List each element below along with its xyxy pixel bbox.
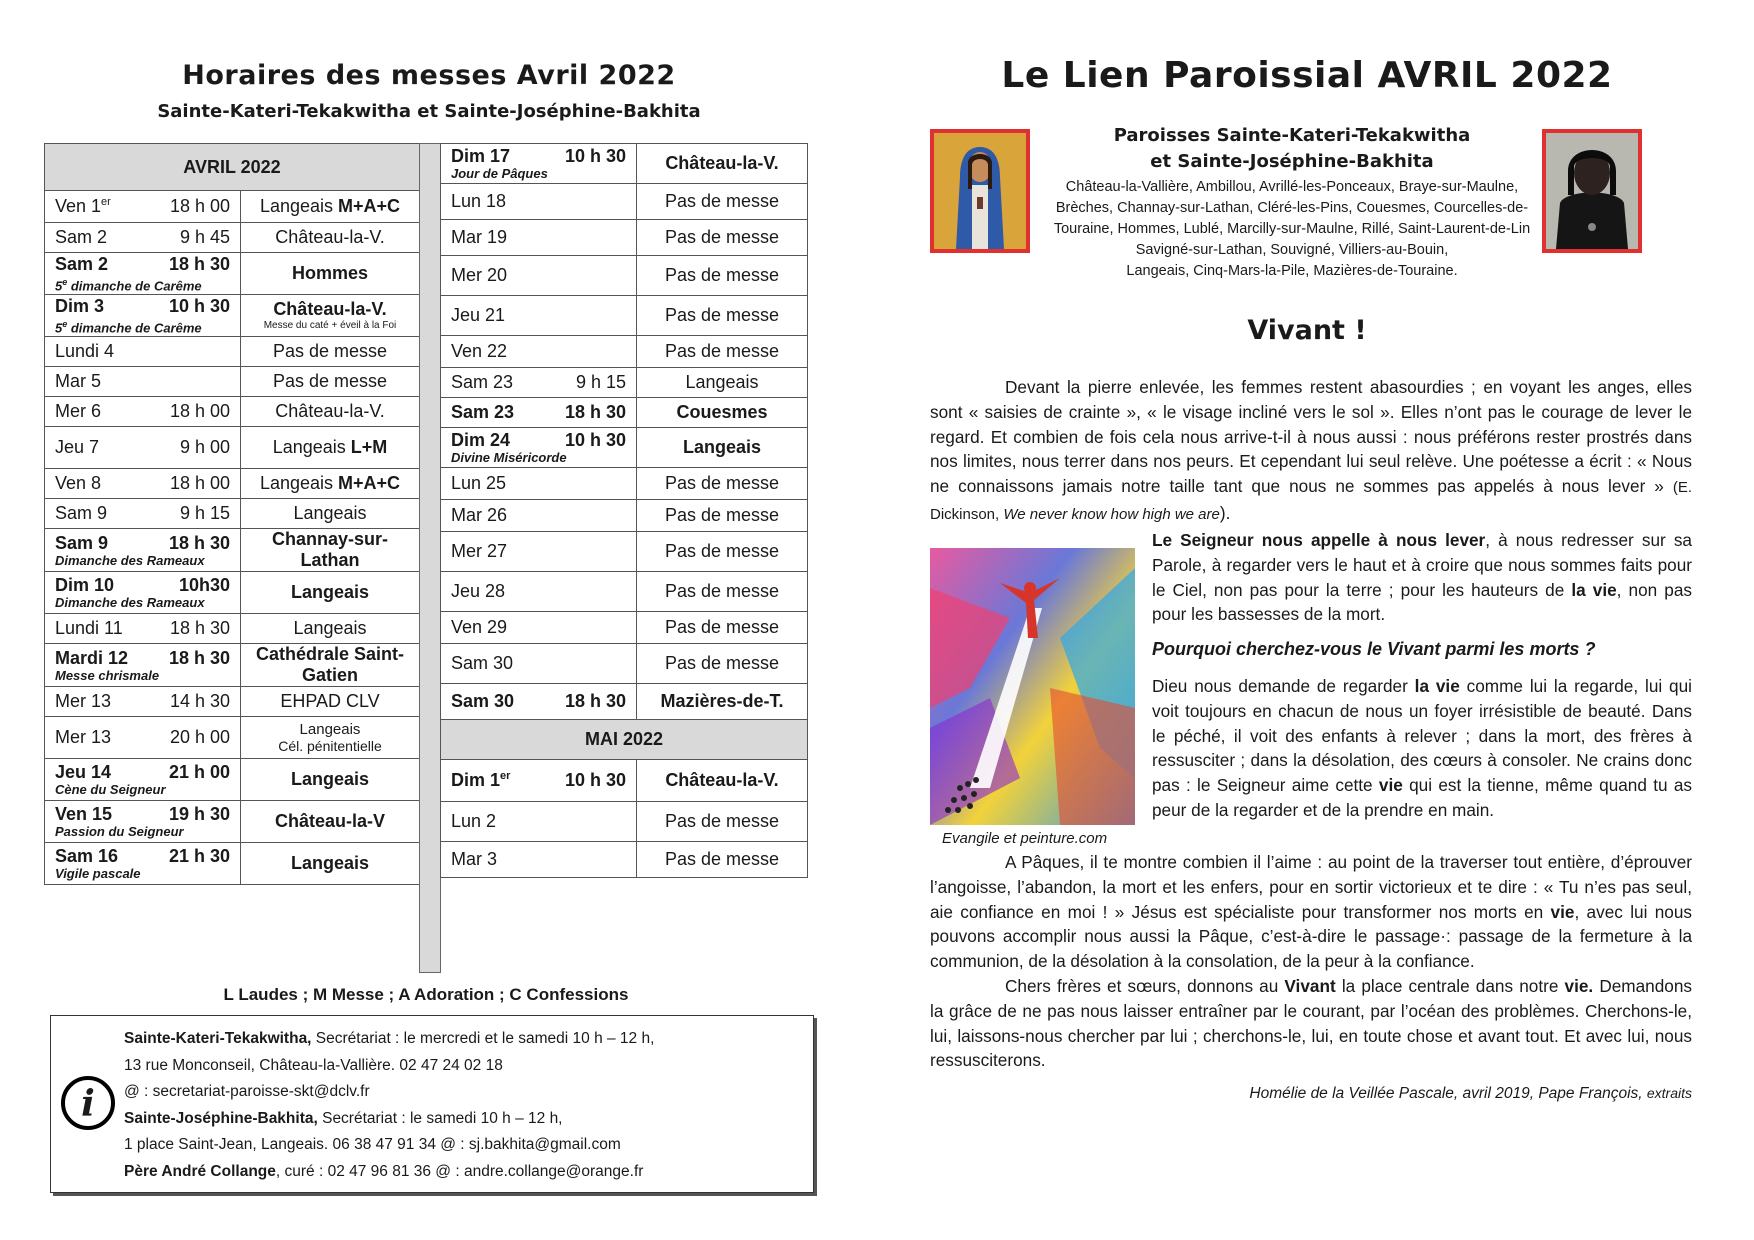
table-header-april: AVRIL 2022 [45, 144, 420, 191]
schedule-row [45, 529, 420, 572]
article-question: Pourquoi cherchez-vous le Vivant parmi les morts ? [1152, 639, 1596, 660]
schedule-date-cell [45, 801, 241, 843]
schedule-row [45, 717, 420, 759]
schedule-date-cell [441, 144, 637, 184]
schedule-services: M+A+C [338, 473, 401, 493]
schedule-row [45, 295, 420, 337]
schedule-time: 9 h 15 [575, 372, 626, 392]
schedule-date-cell [45, 223, 241, 253]
schedule-row [441, 398, 808, 428]
schedule-place-cell [241, 687, 420, 717]
paragraph-text: , avec lui nous pouvons accomplir nous aussi la Pâque, c’est-à-dire le passage·: passage de la fermeture à la communion, de la désolation à la consolation, de la peur à la confiance. [930, 901, 1692, 972]
schedule-date-cell [45, 843, 241, 885]
schedule-place: Langeais [259, 473, 339, 493]
schedule-date-cell [45, 614, 241, 644]
towns-line: Langeais, Cinq-Mars-la-Pile, Mazières-de-Touraine. [1126, 263, 1458, 279]
schedule-day: Jeu 7 [55, 437, 100, 457]
schedule-table-right [440, 143, 808, 878]
saint-kateri-icon-image [930, 129, 1030, 253]
schedule-place-cell [241, 469, 420, 499]
contact-priest-name: Père André Collange [124, 1162, 276, 1180]
schedule-place: Pas de messe [664, 541, 780, 561]
schedule-row [45, 614, 420, 644]
schedule-row [45, 397, 420, 427]
article-lower [930, 850, 1692, 1073]
schedule-place-cell [241, 614, 420, 644]
schedule-date-cell [45, 337, 241, 367]
schedule-place: Pas de messe [664, 265, 780, 285]
newsletter-title: Le Lien Paroissial AVRIL 2022 [1001, 55, 1613, 96]
schedule-place: Château-la-V. [273, 299, 387, 319]
schedule-place-cell [241, 191, 420, 223]
article-side-column [1152, 528, 1692, 823]
schedule-day: Dim 10 [55, 575, 115, 595]
schedule-row [441, 684, 808, 720]
paragraph-text: , non pas pour les bassesses de la mort. [1152, 579, 1692, 625]
schedule-place: Pas de messe [664, 849, 780, 869]
schedule-date-cell [441, 184, 637, 220]
paragraph-text: qui est la tienne, même quand tu as peur de la regarder et de la prendre en main. [1152, 775, 1692, 820]
schedule-place-cell [637, 802, 808, 842]
schedule-row [45, 687, 420, 717]
schedule-day: Mer 27 [451, 541, 508, 561]
table-gap [419, 143, 441, 973]
saint-bakhita-photo [1542, 129, 1642, 253]
ordinal-suffix: er [500, 770, 511, 782]
schedule-place: Cathédrale Saint-Gatien [255, 644, 405, 685]
schedule-place: Langeais [682, 437, 762, 457]
schedule-place-cell [241, 572, 420, 614]
schedule-day: Sam 30 [451, 653, 514, 673]
paragraph-text: Demandons la grâce de ne pas nous laisser entraîner par le courant, par l’océan des problèmes. Cherchons-le, lui, laissons-nous chercher par lui ; cherchons-le, lui, en toute chose et avant tout. Et avec lui, nous ressusciterons. [930, 975, 1692, 1071]
schedule-place: Château-la-V [274, 811, 386, 831]
emphasis: Le Seigneur nous appelle à nous lever [1152, 530, 1486, 550]
liturgical-note: 5e dimanche de Carême [55, 276, 202, 294]
schedule-place: Channay-sur-Lathan [271, 529, 388, 570]
schedule-day: Mer 6 [55, 401, 102, 421]
schedule-date-cell [441, 296, 637, 336]
schedule-place-cell [241, 843, 420, 885]
paragraph-text: la place centrale dans notre [1335, 975, 1565, 996]
schedule-row [45, 427, 420, 469]
schedule-place-cell [637, 336, 808, 368]
emphasis: Vivant [1284, 975, 1336, 996]
schedule-place-cell [241, 397, 420, 427]
schedule-date-cell [45, 367, 241, 397]
schedule-time: 18 h 30 [168, 647, 230, 668]
schedule-time: 18 h 30 [169, 618, 230, 638]
schedule-time: 18 h 00 [169, 473, 230, 493]
schedule-place: Langeais [293, 618, 367, 638]
schedule-row [441, 256, 808, 296]
schedule-date-cell [45, 499, 241, 529]
schedule-day: Dim 1er [451, 770, 511, 790]
newsletter-page [922, 55, 1692, 1102]
schedule-time: 18 h 30 [168, 532, 230, 553]
schedule-tables [44, 143, 808, 973]
schedule-place: EHPAD CLV [280, 691, 380, 711]
schedule-date-cell [441, 256, 637, 296]
parish-name-line2: et Sainte-Joséphine-Bakhita [1150, 151, 1434, 172]
schedule-date-cell [441, 500, 637, 532]
schedule-day: Mardi 12 [55, 647, 129, 668]
schedule-time: 9 h 15 [179, 503, 230, 523]
schedule-row [441, 532, 808, 572]
schedule-place: Pas de messe [664, 811, 780, 831]
emphasis: vie [1378, 775, 1403, 796]
schedule-row [45, 253, 420, 295]
schedule-day: Lundi 11 [55, 618, 123, 638]
signature-extract: extraits [1646, 1085, 1692, 1101]
liturgical-note: Vigile pascale [55, 866, 141, 881]
schedule-day: Mar 19 [451, 227, 508, 247]
schedule-place-cell [241, 644, 420, 687]
schedule-day: Jeu 21 [451, 305, 506, 325]
liturgical-note: Messe chrismale [55, 667, 160, 683]
schedule-services: L+M [350, 437, 388, 457]
schedule-place: Pas de messe [664, 473, 780, 493]
parish-header [1042, 123, 1542, 282]
schedule-place: Pas de messe [664, 191, 780, 211]
contact-skt-name: Sainte-Kateri-Tekakwitha, [124, 1030, 312, 1047]
schedule-place-cell [241, 499, 420, 529]
schedule-day: Mar 3 [451, 849, 498, 869]
article-heading: Vivant ! [1247, 315, 1367, 346]
schedule-place: Château-la-V. [275, 227, 385, 247]
schedule-date-cell [441, 802, 637, 842]
schedule-day: Mar 5 [55, 371, 102, 391]
citation-title: We never know how high we are [1003, 505, 1220, 523]
parish-towns [1042, 177, 1542, 282]
contact-box [50, 1015, 814, 1193]
schedule-time: 10 h 30 [564, 770, 626, 790]
schedule-date-cell [441, 368, 637, 398]
schedule-date-cell [441, 644, 637, 684]
schedule-date-cell [45, 529, 241, 572]
schedule-day: Sam 30 [451, 691, 515, 711]
schedule-place: Mazières-de-T. [660, 691, 784, 711]
schedule-row [45, 644, 420, 687]
schedule-place: Langeais [293, 503, 367, 523]
schedule-time: 18 h 30 [168, 253, 230, 274]
schedule-day: Lun 18 [451, 191, 507, 211]
schedule-day: Sam 9 [55, 503, 108, 523]
schedule-date-cell [441, 398, 637, 428]
schedule-place-cell [637, 144, 808, 184]
schedule-day: Lundi 4 [55, 341, 115, 361]
schedule-day: Dim 24 [451, 430, 511, 450]
schedule-place-cell [637, 500, 808, 532]
schedule-date-cell [45, 572, 241, 614]
schedule-place-cell [637, 612, 808, 644]
towns-line: Savigné-sur-Lathan, Souvigné, Villiers-au-Bouin, [1135, 242, 1449, 258]
contact-sjb-hours: Secrétariat : le samedi 10 h – 12 h, [317, 1109, 563, 1127]
schedule-date-cell [45, 295, 241, 337]
schedule-time: 21 h 00 [168, 762, 230, 782]
schedule-row [45, 223, 420, 253]
schedule-row [45, 572, 420, 614]
schedule-place-cell [637, 760, 808, 802]
emphasis: vie [1550, 901, 1575, 922]
schedule-row [441, 336, 808, 368]
schedule-row [441, 428, 808, 468]
schedule-row [441, 220, 808, 256]
citation: (E. Dickinson, [930, 479, 1692, 523]
schedule-place: Pas de messe [664, 305, 780, 325]
schedule-place: Pas de messe [664, 653, 780, 673]
schedule-place-note: Cél. pénitentielle [278, 737, 382, 754]
parish-name-line1: Paroisses Sainte-Kateri-Tekakwitha [1113, 125, 1471, 146]
schedule-day: Mer 20 [451, 265, 508, 285]
schedule-time: 10 h 30 [564, 430, 626, 450]
schedule-day: Jeu 14 [55, 762, 112, 782]
liturgical-note: Cène du Seigneur [55, 782, 166, 797]
schedule-place-cell [241, 717, 420, 759]
painting-caption: Evangile et peinture.com [942, 830, 1108, 847]
schedule-date-cell [45, 253, 241, 295]
schedule-place-cell [637, 398, 808, 428]
schedule-place: Pas de messe [664, 341, 780, 361]
schedule-date-cell [45, 469, 241, 499]
schedule-place-cell [637, 256, 808, 296]
schedule-day: Dim 17 [451, 146, 511, 166]
liturgical-note: Divine Miséricorde [451, 450, 567, 465]
schedule-row [45, 469, 420, 499]
schedule-date-cell [45, 687, 241, 717]
schedule-place-cell [637, 842, 808, 878]
schedule-place: Langeais [290, 582, 370, 602]
schedule-row [45, 843, 420, 885]
schedule-time: 20 h 00 [169, 727, 230, 747]
schedule-place-cell [241, 529, 420, 572]
schedule-date-cell [441, 220, 637, 256]
schedule-table-left [44, 143, 420, 885]
schedule-place-cell [241, 295, 420, 337]
schedule-place-cell [637, 428, 808, 468]
schedule-place-cell [637, 644, 808, 684]
ordinal-suffix: er [101, 196, 111, 208]
schedule-day: Lun 25 [451, 473, 507, 493]
schedule-row [45, 801, 420, 843]
contact-skt-email: @ : secretariat-paroisse-skt@dclv.fr [124, 1083, 370, 1100]
schedule-date-cell [45, 717, 241, 759]
schedule-date-cell [441, 336, 637, 368]
schedule-row [45, 337, 420, 367]
schedule-day: Dim 3 [55, 295, 105, 316]
paragraph-text: Devant la pierre enlevée, les femmes restent abasourdies ; en voyant les anges, elles sont « saisies de crainte », « le visage incliné vers le sol ». Elles n’ont pas le courage de lever le regard. Et combien de fois cela nous arrive-t-il à nous aussi : nous préférons rester prostrés dans nos limites, nous terrer dans nos peurs. Et cependant lui seul relève. Une poétesse a écrit : « Nous ne connaissons jamais notre taille tant que nous ne sommes pas appelés à nous lever » [930, 377, 1692, 497]
schedule-date-cell [441, 684, 637, 720]
towns-line: Touraine, Hommes, Lublé, Marcilly-sur-Maulne, Rillé, Saint-Laurent-de-Lin [1053, 221, 1531, 237]
schedule-time: 18 h 00 [169, 401, 230, 421]
schedule-title: Horaires des messes Avril 2022 [182, 60, 676, 91]
schedule-date-cell [441, 760, 637, 802]
paragraph-text: , à nous redresser sur sa Parole, à regarder vers le haut et à croire que nous sommes faits pour le Ciel, non pas pour la terre ; pour les hauteurs de [1152, 530, 1692, 600]
schedule-row [45, 499, 420, 529]
emphasis: la vie [1571, 579, 1617, 600]
towns-line: Brèches, Channay-sur-Lathan, Cléré-les-Pins, Couesmes, Courcelles-de- [1055, 200, 1529, 216]
schedule-place-cell [241, 223, 420, 253]
schedule-time: 9 h 00 [179, 437, 230, 457]
schedule-place: Pas de messe [272, 341, 388, 361]
schedule-row [441, 144, 808, 184]
schedule-row [441, 802, 808, 842]
schedule-place: Pas de messe [664, 505, 780, 525]
schedule-day: Mer 13 [55, 727, 112, 747]
schedule-row [441, 760, 808, 802]
schedule-day: Ven 1er [55, 196, 111, 216]
table-header-may: MAI 2022 [441, 720, 808, 760]
schedule-place: Couesmes [676, 402, 768, 422]
schedule-time: 10 h 30 [564, 146, 626, 166]
contact-skt-hours: Secrétariat : le mercredi et le samedi 10 h – 12 h, [311, 1030, 655, 1047]
schedule-legend: L Laudes ; M Messe ; A Adoration ; C Confessions [223, 985, 629, 1004]
schedule-time: 18 h 30 [564, 402, 626, 422]
schedule-place: Château-la-V. [665, 153, 779, 173]
schedule-day: Ven 29 [451, 617, 508, 637]
schedule-place-cell [637, 368, 808, 398]
article-intro [930, 375, 1692, 528]
schedule-date-cell [45, 427, 241, 469]
schedule-day: Lun 2 [451, 811, 497, 831]
emphasis: vie. [1564, 975, 1594, 996]
paragraph-text: Dieu nous demande de regarder [1152, 675, 1415, 696]
liturgical-note: Jour de Pâques [451, 166, 548, 181]
schedule-time: 21 h 30 [168, 846, 230, 866]
schedule-row [45, 367, 420, 397]
citation-end: ). [1219, 502, 1231, 523]
schedule-day: Sam 16 [55, 846, 119, 866]
schedule-day: Sam 2 [55, 253, 109, 274]
contact-sjb-address: 1 place Saint-Jean, Langeais. 06 38 47 91 34 @ : sj.bakhita@gmail.com [124, 1136, 621, 1153]
paragraph-text: Chers frères et sœurs, donnons au [1005, 975, 1285, 996]
schedule-time: 18 h 00 [169, 196, 230, 216]
schedule-day: Ven 15 [55, 804, 113, 824]
schedule-day: Sam 23 [451, 402, 515, 422]
schedule-services: M+A+C [338, 196, 401, 216]
schedule-place: Langeais [290, 853, 370, 873]
schedule-place: Château-la-V. [275, 401, 385, 421]
schedule-place-cell [637, 572, 808, 612]
info-icon: i [61, 1076, 115, 1130]
liturgical-note: 5e dimanche de Carême [55, 318, 202, 336]
schedule-place: Langeais [685, 372, 759, 392]
signature-text: Homélie de la Veillée Pascale, avril 2019, Pape François, [1249, 1085, 1647, 1102]
schedule-place-cell [241, 759, 420, 801]
schedule-place-cell [241, 801, 420, 843]
schedule-time: 10 h 30 [168, 295, 230, 316]
schedule-place: Langeais [299, 720, 361, 738]
schedule-date-cell [45, 759, 241, 801]
schedule-row [441, 720, 808, 760]
liturgical-note: Dimanche des Rameaux [55, 595, 205, 610]
liturgical-note: Dimanche des Rameaux [55, 552, 205, 568]
schedule-subtitle: Sainte-Kateri-Tekakwitha et Sainte-Joséphine-Bakhita [157, 101, 701, 122]
schedule-place-cell [241, 253, 420, 295]
schedule-date-cell [441, 468, 637, 500]
schedule-place: Langeais [272, 437, 351, 457]
schedule-date-cell [441, 532, 637, 572]
contact-sjb-name: Sainte-Joséphine-Bakhita, [124, 1109, 318, 1127]
schedule-row [45, 191, 420, 223]
schedule-row [441, 368, 808, 398]
schedule-date-cell [441, 842, 637, 878]
schedule-day: Sam 9 [55, 532, 109, 553]
schedule-date-cell [441, 612, 637, 644]
schedule-place-cell [637, 468, 808, 500]
schedule-date-cell [441, 572, 637, 612]
schedule-row [441, 572, 808, 612]
schedule-date-cell [45, 191, 241, 223]
mass-schedule-page [44, 60, 814, 1180]
schedule-date-cell [441, 428, 637, 468]
article-signature [1249, 1085, 1692, 1103]
schedule-place-cell [241, 367, 420, 397]
schedule-row [441, 644, 808, 684]
schedule-place-cell [637, 296, 808, 336]
paragraph-text: A Pâques, il te montre combien il l’aime : au point de la traverser tout entière, d’éprouver l’angoisse, l’abandon, la mort et les enfers, pour en sortir victorieux et te dire : « Tu n’es pas seul, aie confiance en moi ! » Jésus est spécialiste pour transformer nos morts en [930, 852, 1692, 922]
schedule-row [441, 184, 808, 220]
emphasis: la vie [1414, 675, 1460, 696]
schedule-row [441, 842, 808, 878]
schedule-row [441, 296, 808, 336]
schedule-place: Langeais [259, 196, 339, 216]
schedule-place: Pas de messe [664, 617, 780, 637]
schedule-place: Pas de messe [664, 581, 780, 601]
schedule-time: 9 h 45 [179, 227, 230, 247]
schedule-place-cell [637, 532, 808, 572]
schedule-place-cell [241, 337, 420, 367]
schedule-day: Ven 8 [55, 473, 102, 493]
schedule-place: Pas de messe [272, 371, 388, 391]
schedule-day: Mar 26 [451, 505, 508, 525]
contact-skt-address: 13 rue Monconseil, Château-la-Vallière. 02 47 24 02 18 [124, 1056, 503, 1074]
liturgical-note: Passion du Seigneur [55, 824, 184, 839]
schedule-place: Pas de messe [664, 227, 780, 247]
schedule-place: Château-la-V. [665, 770, 779, 790]
schedule-place-cell [637, 220, 808, 256]
schedule-place: Hommes [291, 263, 369, 283]
schedule-day: Mer 13 [55, 691, 112, 711]
schedule-place-cell [241, 427, 420, 469]
schedule-day: Sam 2 [55, 227, 108, 247]
schedule-date-cell [45, 644, 241, 687]
schedule-day: Jeu 28 [451, 581, 506, 601]
towns-line: Château-la-Vallière, Ambillou, Avrillé-les-Ponceaux, Braye-sur-Maulne, [1065, 179, 1519, 195]
schedule-day: Sam 23 [451, 372, 514, 392]
schedule-date-cell [45, 397, 241, 427]
schedule-time: 10h30 [178, 575, 230, 595]
schedule-row [441, 500, 808, 532]
schedule-row [441, 468, 808, 500]
schedule-day: Ven 22 [451, 341, 508, 361]
resurrection-painting [930, 548, 1135, 825]
contact-priest-details: , curé : 02 47 96 81 36 @ : andre.collange@orange.fr [275, 1162, 644, 1180]
schedule-row [441, 612, 808, 644]
schedule-place-cell [637, 684, 808, 720]
schedule-time: 19 h 30 [168, 804, 230, 824]
schedule-time: 18 h 30 [564, 691, 626, 711]
schedule-row [45, 759, 420, 801]
schedule-time: 14 h 30 [169, 691, 230, 711]
schedule-place-cell [637, 184, 808, 220]
schedule-place: Langeais [290, 769, 370, 789]
paragraph-text: comme lui la regarde, lui qui voit toujours en chacun de nous un foyer irrésistible de beauté. Dans le péché, il voit des enfants à relever ; dans la mort, des frères à ressusciter ; dans la désolation, des cœurs à consoler. Ne crains donc pas : le Seigneur aime cette [1152, 675, 1692, 796]
schedule-place-note: Messe du caté + éveil à la Foi [263, 320, 397, 331]
